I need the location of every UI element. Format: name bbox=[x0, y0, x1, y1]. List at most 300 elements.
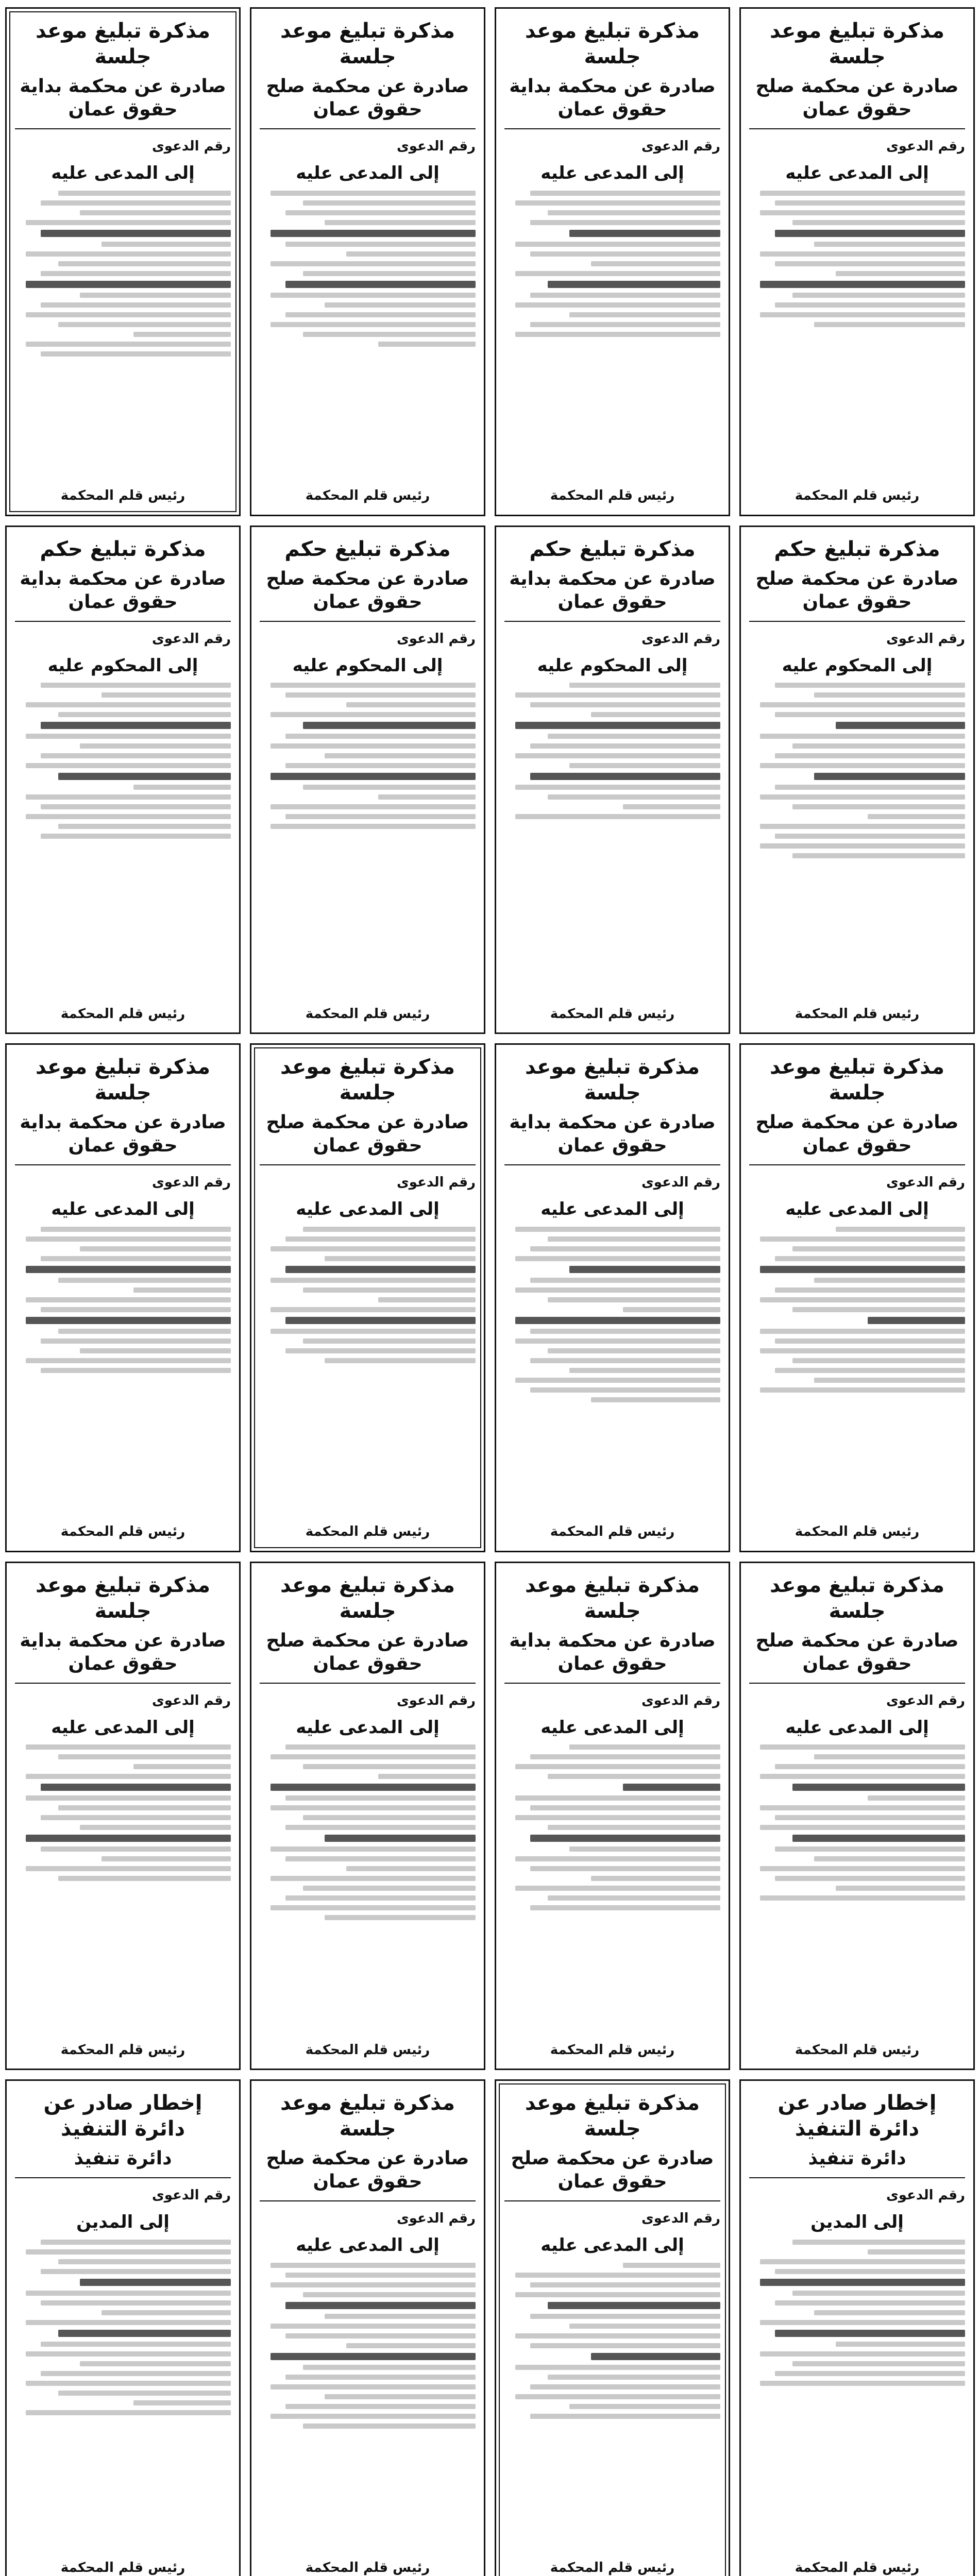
notice-title: مذكرة تبليغ موعد جلسة bbox=[280, 2091, 455, 2141]
court-clerk-signature: رئيس قلم المحكمة bbox=[305, 488, 430, 504]
text-line bbox=[133, 332, 231, 337]
text-line bbox=[515, 2394, 720, 2399]
notice-party: إلى المحكوم عليه bbox=[47, 655, 198, 676]
text-line bbox=[285, 2404, 476, 2409]
text-line bbox=[26, 342, 231, 347]
text-line bbox=[303, 1338, 476, 1344]
case-number-field bbox=[749, 629, 965, 649]
text-line bbox=[41, 230, 231, 237]
text-line bbox=[530, 743, 720, 749]
divider bbox=[749, 2177, 965, 2178]
divider bbox=[260, 621, 476, 622]
notice-body bbox=[504, 191, 720, 481]
notice bbox=[495, 526, 730, 1035]
text-line bbox=[760, 191, 965, 196]
text-line bbox=[58, 261, 231, 266]
text-line bbox=[623, 2263, 720, 2268]
case-number-field bbox=[504, 2209, 720, 2229]
text-line bbox=[41, 2371, 231, 2376]
text-line bbox=[591, 1397, 720, 1402]
notice bbox=[739, 1043, 975, 1552]
notice-title: مذكرة تبليغ موعد جلسة bbox=[525, 19, 700, 69]
text-line bbox=[591, 1876, 720, 1881]
text-line bbox=[775, 1287, 965, 1293]
divider bbox=[749, 1683, 965, 1684]
case-number-label: رقم الدعوى bbox=[396, 2211, 476, 2226]
text-line bbox=[26, 1774, 231, 1779]
text-line bbox=[41, 271, 231, 276]
notice-court: صادرة عن محكمة صلح حقوق عمان bbox=[266, 76, 469, 120]
text-line bbox=[868, 1795, 965, 1801]
text-line bbox=[530, 1754, 720, 1759]
text-line bbox=[41, 1256, 231, 1261]
case-number-field bbox=[260, 629, 476, 649]
case-number-field bbox=[749, 2185, 965, 2206]
text-line bbox=[775, 1338, 965, 1344]
text-line bbox=[303, 200, 476, 206]
text-line bbox=[530, 1805, 720, 1810]
court-clerk-signature: رئيس قلم المحكمة bbox=[60, 488, 185, 504]
case-number-label: رقم الدعوى bbox=[151, 631, 231, 647]
court-clerk-signature: رئيس قلم المحكمة bbox=[550, 1524, 675, 1540]
text-line bbox=[515, 1378, 720, 1383]
case-number-field bbox=[504, 1691, 720, 1711]
text-line bbox=[760, 2351, 965, 2357]
notice-title: مذكرة تبليغ موعد جلسة bbox=[769, 19, 945, 69]
court-clerk-signature: رئيس قلم المحكمة bbox=[795, 1524, 920, 1540]
divider bbox=[260, 1683, 476, 1684]
text-line bbox=[325, 302, 476, 308]
text-line bbox=[515, 2292, 720, 2297]
notice-body bbox=[15, 191, 231, 481]
divider bbox=[15, 621, 231, 622]
notice-body bbox=[260, 1227, 476, 1517]
text-line bbox=[515, 1227, 720, 1232]
text-line bbox=[285, 1795, 476, 1801]
notice-title: مذكرة تبليغ موعد جلسة bbox=[769, 1055, 945, 1105]
text-line bbox=[515, 1886, 720, 1891]
case-number-label: رقم الدعوى bbox=[641, 631, 720, 647]
text-line bbox=[303, 1815, 476, 1820]
text-line bbox=[530, 322, 720, 327]
text-line bbox=[285, 1236, 476, 1242]
notice-party: إلى المدين bbox=[76, 2212, 170, 2232]
text-line bbox=[285, 814, 476, 819]
text-line bbox=[760, 1329, 965, 1334]
text-line bbox=[569, 683, 720, 688]
text-line bbox=[271, 1876, 476, 1881]
notice-party: إلى المدعى عليه bbox=[296, 1199, 440, 1219]
text-line bbox=[26, 763, 231, 768]
text-line bbox=[133, 1287, 231, 1293]
notice-title: مذكرة تبليغ موعد جلسة bbox=[35, 19, 211, 69]
text-line bbox=[102, 242, 231, 247]
notice-court: صادرة عن محكمة بداية حقوق عمان bbox=[509, 568, 716, 613]
text-line bbox=[303, 785, 476, 790]
text-line bbox=[775, 712, 965, 717]
court-clerk-signature: رئيس قلم المحكمة bbox=[795, 2560, 920, 2576]
notice-body bbox=[15, 683, 231, 999]
text-line bbox=[530, 1905, 720, 1910]
notice-court: صادرة عن محكمة صلح حقوق عمان bbox=[755, 1112, 959, 1156]
notice-court: صادرة عن محكمة صلح حقوق عمان bbox=[266, 2148, 469, 2192]
text-line bbox=[775, 2269, 965, 2274]
text-line bbox=[760, 1895, 965, 1901]
divider bbox=[15, 2177, 231, 2178]
court-clerk-signature: رئيس قلم المحكمة bbox=[795, 488, 920, 504]
text-line bbox=[80, 743, 231, 749]
text-line bbox=[530, 293, 720, 298]
case-number-label: رقم الدعوى bbox=[396, 1175, 476, 1190]
text-line bbox=[41, 351, 231, 357]
text-line bbox=[760, 1805, 965, 1810]
text-line bbox=[271, 322, 476, 327]
text-line bbox=[792, 1246, 965, 1251]
notice-body bbox=[749, 191, 965, 481]
text-line bbox=[325, 1915, 476, 1920]
text-line bbox=[760, 843, 965, 849]
text-line bbox=[133, 1764, 231, 1769]
text-line bbox=[515, 785, 720, 790]
text-line bbox=[792, 1784, 965, 1791]
text-line bbox=[41, 753, 231, 758]
case-number-field bbox=[749, 137, 965, 157]
text-line bbox=[26, 1297, 231, 1302]
text-line bbox=[515, 200, 720, 206]
text-line bbox=[41, 1815, 231, 1820]
notice-party: إلى المحكوم عليه bbox=[292, 655, 443, 676]
text-line bbox=[814, 773, 965, 780]
text-line bbox=[775, 230, 965, 237]
text-line bbox=[26, 281, 231, 288]
case-number-field bbox=[260, 2209, 476, 2229]
text-line bbox=[303, 2424, 476, 2429]
text-line bbox=[80, 1825, 231, 1830]
text-line bbox=[325, 753, 476, 758]
case-number-field bbox=[15, 2185, 231, 2206]
court-clerk-signature: رئيس قلم المحكمة bbox=[550, 2042, 675, 2058]
text-line bbox=[303, 1287, 476, 1293]
text-line bbox=[41, 834, 231, 839]
court-clerk-signature: رئيس قلم المحكمة bbox=[60, 1524, 185, 1540]
notice-body bbox=[260, 2263, 476, 2553]
notice-party: إلى المحكوم عليه bbox=[537, 655, 688, 676]
notice-body bbox=[749, 2240, 965, 2553]
text-line bbox=[775, 683, 965, 688]
notice-party: إلى المدين bbox=[810, 2212, 904, 2232]
notice-title: مذكرة تبليغ موعد جلسة bbox=[769, 1573, 945, 1623]
text-line bbox=[760, 251, 965, 257]
text-line bbox=[26, 2351, 231, 2357]
text-line bbox=[836, 2342, 965, 2347]
notice-party: إلى المدعى عليه bbox=[296, 2235, 440, 2256]
notice-title: مذكرة تبليغ موعد جلسة bbox=[35, 1573, 211, 1623]
case-number-field bbox=[504, 137, 720, 157]
text-line bbox=[271, 2324, 476, 2329]
notice-court: صادرة عن محكمة صلح حقوق عمان bbox=[755, 568, 959, 613]
text-line bbox=[515, 2333, 720, 2338]
text-line bbox=[285, 2302, 476, 2309]
text-line bbox=[26, 2291, 231, 2296]
text-line bbox=[325, 220, 476, 225]
text-line bbox=[271, 191, 476, 196]
text-line bbox=[515, 814, 720, 819]
text-line bbox=[623, 1784, 720, 1791]
text-line bbox=[760, 1387, 965, 1393]
notice-party: إلى المدعى عليه bbox=[540, 163, 684, 183]
text-line bbox=[569, 1266, 720, 1273]
notice-title: مذكرة تبليغ موعد جلسة bbox=[280, 1573, 455, 1623]
text-line bbox=[80, 293, 231, 298]
text-line bbox=[271, 1307, 476, 1312]
text-line bbox=[303, 332, 476, 337]
text-line bbox=[58, 712, 231, 717]
text-line bbox=[41, 2342, 231, 2347]
notice bbox=[495, 1562, 730, 2071]
notice-party: إلى المحكوم عليه bbox=[782, 655, 933, 676]
text-line bbox=[271, 1754, 476, 1759]
divider bbox=[504, 621, 720, 622]
text-line bbox=[530, 1329, 720, 1334]
text-line bbox=[775, 200, 965, 206]
text-line bbox=[569, 1846, 720, 1852]
text-line bbox=[591, 261, 720, 266]
text-line bbox=[760, 2279, 965, 2286]
text-line bbox=[271, 824, 476, 829]
text-line bbox=[515, 2273, 720, 2278]
notice bbox=[495, 7, 730, 516]
text-line bbox=[792, 1358, 965, 1363]
text-line bbox=[80, 2361, 231, 2366]
text-line bbox=[515, 2365, 720, 2370]
notice-party: إلى المدعى عليه bbox=[785, 1199, 929, 1219]
text-line bbox=[285, 2375, 476, 2380]
text-line bbox=[775, 1846, 965, 1852]
notice-title: مذكرة تبليغ موعد جلسة bbox=[525, 2091, 700, 2141]
court-clerk-signature: رئيس قلم المحكمة bbox=[60, 1006, 185, 1022]
text-line bbox=[26, 1866, 231, 1871]
text-line bbox=[814, 1378, 965, 1383]
court-clerk-signature: رئيس قلم المحكمة bbox=[60, 2560, 185, 2576]
text-line bbox=[271, 2384, 476, 2389]
text-line bbox=[792, 1307, 965, 1312]
text-line bbox=[285, 242, 476, 247]
text-line bbox=[760, 702, 965, 707]
text-line bbox=[515, 1317, 720, 1324]
case-number-field bbox=[15, 629, 231, 649]
text-line bbox=[792, 220, 965, 225]
text-line bbox=[58, 191, 231, 196]
text-line bbox=[346, 1866, 476, 1871]
notice-body bbox=[749, 1227, 965, 1517]
text-line bbox=[775, 1764, 965, 1769]
notice-body bbox=[260, 1744, 476, 2035]
text-line bbox=[58, 2259, 231, 2264]
text-line bbox=[792, 2291, 965, 2296]
notice-court: دائرة تنفيذ bbox=[74, 2148, 172, 2169]
text-line bbox=[26, 251, 231, 257]
text-line bbox=[760, 1774, 965, 1779]
text-line bbox=[760, 1744, 965, 1750]
notice bbox=[250, 2079, 485, 2576]
notice bbox=[5, 526, 241, 1035]
notice bbox=[250, 526, 485, 1035]
notice bbox=[250, 7, 485, 516]
notice bbox=[5, 1562, 241, 2071]
case-number-field bbox=[260, 1173, 476, 1193]
case-number-label: رقم الدعوى bbox=[886, 2188, 965, 2203]
notice-title: مذكرة تبليغ موعد جلسة bbox=[280, 19, 455, 69]
text-line bbox=[285, 210, 476, 215]
text-line bbox=[26, 312, 231, 317]
text-line bbox=[41, 1784, 231, 1791]
text-line bbox=[378, 1774, 476, 1779]
notice-court: صادرة عن محكمة بداية حقوق عمان bbox=[20, 76, 226, 120]
divider bbox=[260, 128, 476, 129]
text-line bbox=[58, 1805, 231, 1810]
court-clerk-signature: رئيس قلم المحكمة bbox=[305, 2560, 430, 2576]
text-line bbox=[378, 794, 476, 800]
text-line bbox=[80, 210, 231, 215]
text-line bbox=[814, 692, 965, 698]
text-line bbox=[26, 2410, 231, 2415]
text-line bbox=[775, 261, 965, 266]
text-line bbox=[41, 1307, 231, 1312]
court-clerk-signature: رئيس قلم المحكمة bbox=[550, 1006, 675, 1022]
case-number-label: رقم الدعوى bbox=[886, 631, 965, 647]
notice-body bbox=[260, 191, 476, 481]
text-line bbox=[836, 271, 965, 276]
notice-body bbox=[15, 2240, 231, 2553]
text-line bbox=[325, 2314, 476, 2319]
text-line bbox=[303, 2365, 476, 2370]
text-line bbox=[102, 692, 231, 698]
notice-party: إلى المدعى عليه bbox=[540, 2235, 684, 2256]
text-line bbox=[285, 763, 476, 768]
text-line bbox=[515, 1856, 720, 1861]
text-line bbox=[285, 1266, 476, 1273]
notice-party: إلى المدعى عليه bbox=[785, 1717, 929, 1738]
text-line bbox=[760, 2320, 965, 2325]
notice-body bbox=[504, 2263, 720, 2553]
case-number-field bbox=[260, 1691, 476, 1711]
notice-title: مذكرة تبليغ حكم bbox=[40, 537, 206, 561]
text-line bbox=[285, 1856, 476, 1861]
text-line bbox=[58, 1329, 231, 1334]
case-number-field bbox=[15, 137, 231, 157]
notice-court: صادرة عن محكمة صلح حقوق عمان bbox=[755, 76, 959, 120]
notice-title: مذكرة تبليغ موعد جلسة bbox=[525, 1055, 700, 1105]
court-clerk-signature: رئيس قلم المحكمة bbox=[60, 2042, 185, 2058]
text-line bbox=[102, 1856, 231, 1861]
text-line bbox=[26, 1835, 231, 1842]
text-line bbox=[271, 773, 476, 780]
notice bbox=[5, 7, 241, 516]
text-line bbox=[814, 2310, 965, 2315]
text-line bbox=[26, 814, 231, 819]
text-line bbox=[760, 2381, 965, 2386]
text-line bbox=[285, 1317, 476, 1324]
text-line bbox=[325, 1835, 476, 1842]
text-line bbox=[760, 2259, 965, 2264]
text-line bbox=[515, 1287, 720, 1293]
text-line bbox=[26, 1266, 231, 1273]
text-line bbox=[530, 2282, 720, 2287]
notice bbox=[5, 2079, 241, 2576]
notice-title: مذكرة تبليغ موعد جلسة bbox=[525, 1573, 700, 1623]
text-line bbox=[58, 773, 231, 780]
text-line bbox=[530, 2314, 720, 2319]
text-line bbox=[868, 2249, 965, 2255]
text-line bbox=[378, 342, 476, 347]
text-line bbox=[41, 683, 231, 688]
text-line bbox=[80, 2279, 231, 2286]
notice-body bbox=[504, 1744, 720, 2035]
text-line bbox=[271, 1278, 476, 1283]
text-line bbox=[530, 220, 720, 225]
notice-party: إلى المدعى عليه bbox=[296, 163, 440, 183]
text-line bbox=[591, 2353, 720, 2360]
text-line bbox=[271, 230, 476, 237]
text-line bbox=[775, 2371, 965, 2376]
case-number-field bbox=[260, 137, 476, 157]
text-line bbox=[515, 332, 720, 337]
text-line bbox=[271, 2282, 476, 2287]
text-line bbox=[378, 1297, 476, 1302]
text-line bbox=[814, 1278, 965, 1283]
notice-body bbox=[15, 1744, 231, 2035]
notice-party: إلى المدعى عليه bbox=[51, 163, 195, 183]
text-line bbox=[80, 1246, 231, 1251]
text-line bbox=[26, 734, 231, 739]
text-line bbox=[623, 1307, 720, 1312]
text-line bbox=[548, 1774, 720, 1779]
text-line bbox=[303, 2292, 476, 2297]
notice-body bbox=[504, 1227, 720, 1517]
text-line bbox=[41, 2300, 231, 2306]
court-clerk-signature: رئيس قلم المحكمة bbox=[305, 1006, 430, 1022]
text-line bbox=[58, 824, 231, 829]
text-line bbox=[41, 1846, 231, 1852]
text-line bbox=[285, 281, 476, 288]
text-line bbox=[285, 2273, 476, 2278]
case-number-label: رقم الدعوى bbox=[396, 1692, 476, 1708]
notice-court: صادرة عن محكمة بداية حقوق عمان bbox=[20, 1112, 226, 1156]
notice-party: إلى المدعى عليه bbox=[51, 1199, 195, 1219]
text-line bbox=[41, 302, 231, 308]
notice-court: صادرة عن محكمة بداية حقوق عمان bbox=[509, 76, 716, 120]
text-line bbox=[102, 2310, 231, 2315]
text-line bbox=[760, 210, 965, 215]
notice-court: صادرة عن محكمة بداية حقوق عمان bbox=[509, 1630, 716, 1674]
text-line bbox=[285, 692, 476, 698]
text-line bbox=[515, 1795, 720, 1801]
text-line bbox=[548, 1825, 720, 1830]
text-line bbox=[530, 1278, 720, 1283]
text-line bbox=[814, 322, 965, 327]
case-number-label: رقم الدعوى bbox=[886, 1692, 965, 1708]
text-line bbox=[26, 2249, 231, 2255]
notice-title: مذكرة تبليغ حكم bbox=[774, 537, 940, 561]
text-line bbox=[760, 1825, 965, 1830]
text-line bbox=[760, 281, 965, 288]
text-line bbox=[515, 302, 720, 308]
text-line bbox=[792, 804, 965, 809]
notice-court: صادرة عن محكمة صلح حقوق عمان bbox=[266, 1630, 469, 1674]
text-line bbox=[346, 251, 476, 257]
court-clerk-signature: رئيس قلم المحكمة bbox=[305, 2042, 430, 2058]
text-line bbox=[775, 1815, 965, 1820]
